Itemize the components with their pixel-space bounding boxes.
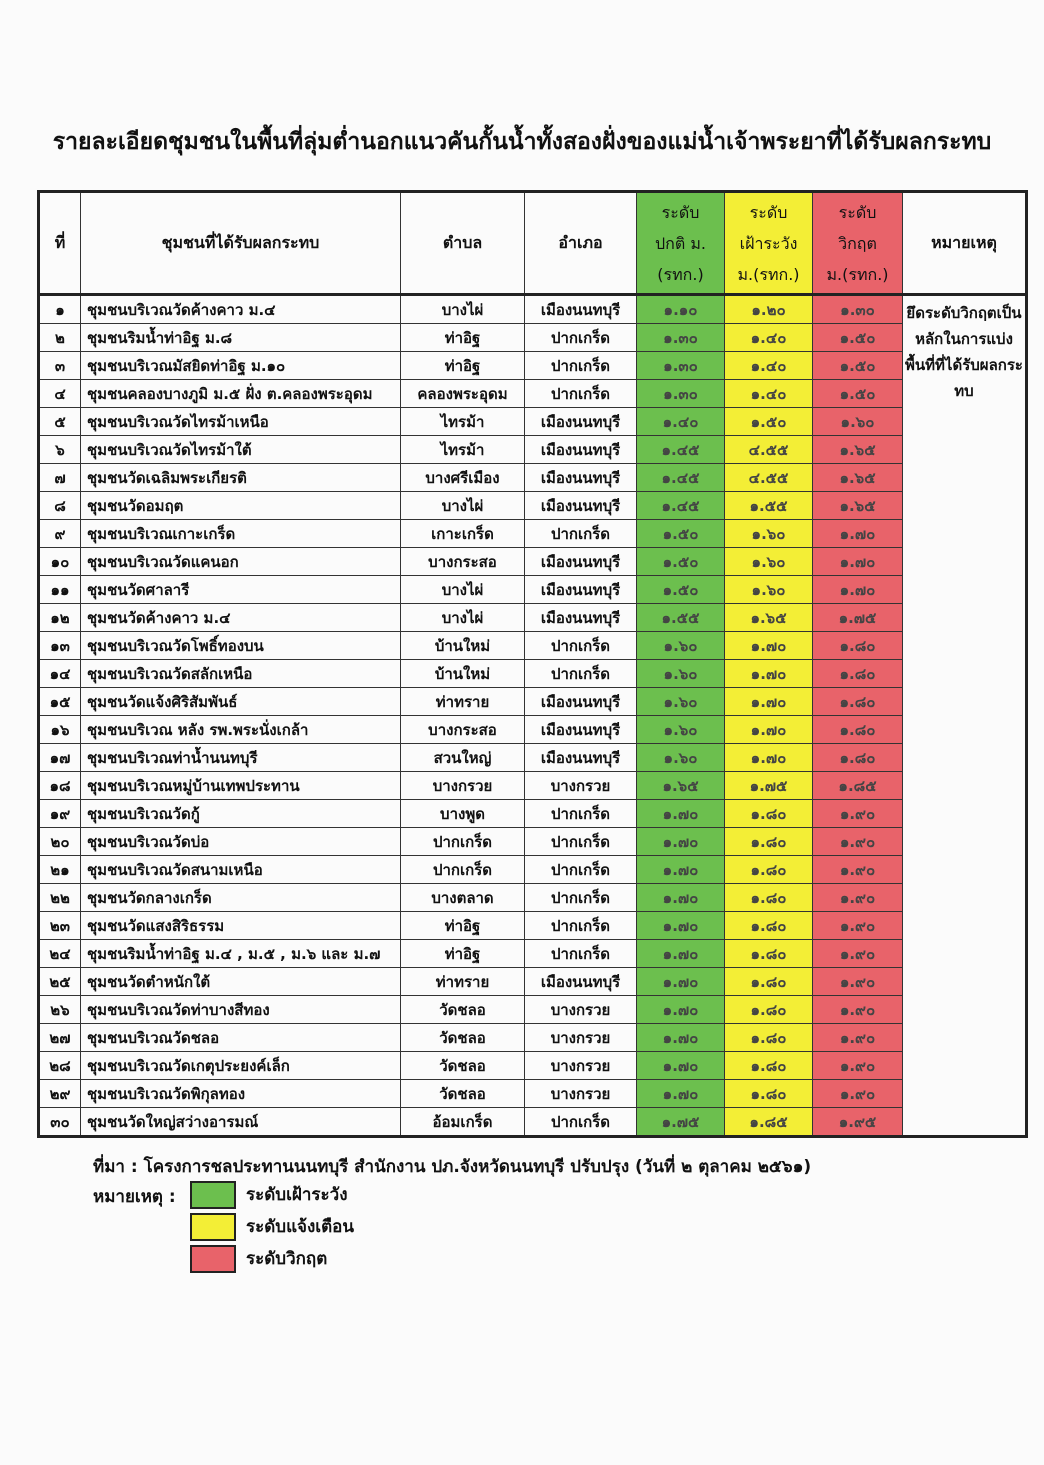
row-critical-level: ๑.๙๐ bbox=[813, 996, 903, 1024]
row-amphoe: ปากเกร็ด bbox=[525, 828, 637, 856]
row-community: ชุมชนวัดแจ้งศิริสัมพันธ์ bbox=[81, 688, 401, 716]
row-tambon: คลองพระอุดม bbox=[401, 380, 525, 408]
row-amphoe: บางกรวย bbox=[525, 1080, 637, 1108]
row-community: ชุมชนบริเวณวัดสลักเหนือ bbox=[81, 660, 401, 688]
row-watch-level: ๑.๘๐ bbox=[725, 800, 813, 828]
table-row bbox=[39, 436, 1027, 464]
document-title: รายละเอียดชุมชนในพื้นที่ลุ่มต่ำนอกแนวคันกั้นน้ำทั้งสองฝั่งของแม่น้ำเจ้าพระยาที่ได้รับผลกระทบ bbox=[52, 129, 992, 155]
row-tambon: ท่าทราย bbox=[401, 688, 525, 716]
row-amphoe: ปากเกร็ด bbox=[525, 800, 637, 828]
row-normal-level: ๑.๗๐ bbox=[637, 884, 725, 912]
row-amphoe: เมืองนนทบุรี bbox=[525, 688, 637, 716]
row-no: ๑๘ bbox=[39, 772, 81, 800]
row-normal-level: ๑.๗๐ bbox=[637, 828, 725, 856]
row-no: ๑๗ bbox=[39, 744, 81, 772]
row-community: ชุมชนบริเวณวัดเกตุประยงค์เล็ก bbox=[81, 1052, 401, 1080]
row-critical-level: ๑.๕๐ bbox=[813, 324, 903, 352]
row-no: ๓๐ bbox=[39, 1108, 81, 1137]
row-watch-level: ๑.๗๐ bbox=[725, 632, 813, 660]
row-normal-level: ๑.๗๐ bbox=[637, 1024, 725, 1052]
row-critical-level: ๑.๕๐ bbox=[813, 352, 903, 380]
row-no: ๗ bbox=[39, 464, 81, 492]
row-tambon: สวนใหญ่ bbox=[401, 744, 525, 772]
table-row bbox=[39, 324, 1027, 352]
table-row bbox=[39, 632, 1027, 660]
row-no: ๒ bbox=[39, 324, 81, 352]
row-normal-level: ๑.๖๐ bbox=[637, 660, 725, 688]
row-critical-level: ๑.๙๕ bbox=[813, 1108, 903, 1137]
header-remark: หมายเหตุ bbox=[903, 192, 1027, 295]
row-normal-level: ๑.๖๐ bbox=[637, 688, 725, 716]
table-row bbox=[39, 688, 1027, 716]
row-community: ชุมชนวัดศาลารี bbox=[81, 576, 401, 604]
row-watch-level: ๑.๕๕ bbox=[725, 492, 813, 520]
row-watch-level: ๑.๔๐ bbox=[725, 324, 813, 352]
header-critical-line2: วิกฤต bbox=[838, 233, 877, 253]
row-community: ชุมชนบริเวณมัสยิดท่าอิฐ ม.๑๐ bbox=[81, 352, 401, 380]
row-critical-level: ๑.๘๐ bbox=[813, 688, 903, 716]
row-normal-level: ๑.๖๐ bbox=[637, 744, 725, 772]
row-tambon: บ้านใหม่ bbox=[401, 660, 525, 688]
remark-cell: ยึดระดับวิกฤตเป็นหลักในการแบ่งพื้นที่ที่ได้รับผลกระทบ bbox=[903, 295, 1027, 1137]
row-tambon: วัดชลอ bbox=[401, 1024, 525, 1052]
row-no: ๑๑ bbox=[39, 576, 81, 604]
row-watch-level: ๑.๗๐ bbox=[725, 744, 813, 772]
row-tambon: วัดชลอ bbox=[401, 1052, 525, 1080]
row-tambon: บ้านใหม่ bbox=[401, 632, 525, 660]
table-row bbox=[39, 492, 1027, 520]
row-no: ๕ bbox=[39, 408, 81, 436]
row-tambon: บางไผ่ bbox=[401, 295, 525, 324]
row-no: ๑ bbox=[39, 295, 81, 324]
row-tambon: เกาะเกร็ด bbox=[401, 520, 525, 548]
row-amphoe: เมืองนนทบุรี bbox=[525, 576, 637, 604]
legend-text-red: ระดับวิกฤต bbox=[246, 1249, 328, 1269]
header-critical-line3: ม.(รทก.) bbox=[826, 264, 889, 284]
table-row bbox=[39, 1052, 1027, 1080]
table-row bbox=[39, 800, 1027, 828]
row-amphoe: ปากเกร็ด bbox=[525, 660, 637, 688]
table-header-row bbox=[39, 192, 1027, 295]
row-amphoe: ปากเกร็ด bbox=[525, 520, 637, 548]
row-critical-level: ๑.๘๐ bbox=[813, 660, 903, 688]
row-normal-level: ๑.๗๐ bbox=[637, 1080, 725, 1108]
row-critical-level: ๑.๘๐ bbox=[813, 716, 903, 744]
row-amphoe: เมืองนนทบุรี bbox=[525, 744, 637, 772]
header-no: ที่ bbox=[39, 192, 81, 295]
row-normal-level: ๑.๗๐ bbox=[637, 856, 725, 884]
row-tambon: ปากเกร็ด bbox=[401, 856, 525, 884]
row-normal-level: ๑.๔๕ bbox=[637, 492, 725, 520]
row-community: ชุมชนวัดอมฤต bbox=[81, 492, 401, 520]
row-critical-level: ๑.๘๕ bbox=[813, 772, 903, 800]
legend-text-green: ระดับเฝ้าระวัง bbox=[246, 1185, 348, 1205]
header-watch-level bbox=[725, 192, 813, 295]
row-community: ชุมชนบริเวณวัดค้างคาว ม.๔ bbox=[81, 295, 401, 324]
row-no: ๒๑ bbox=[39, 856, 81, 884]
row-amphoe: เมืองนนทบุรี bbox=[525, 716, 637, 744]
row-tambon: บางศรีเมือง bbox=[401, 464, 525, 492]
table-row bbox=[39, 828, 1027, 856]
row-critical-level: ๑.๘๐ bbox=[813, 744, 903, 772]
table-row bbox=[39, 520, 1027, 548]
row-watch-level: ๑.๘๐ bbox=[725, 1052, 813, 1080]
row-community: ชุมชนบริเวณวัดกู้ bbox=[81, 800, 401, 828]
legend-swatch-red bbox=[190, 1245, 236, 1273]
table-row bbox=[39, 1080, 1027, 1108]
row-tambon: บางไผ่ bbox=[401, 492, 525, 520]
table-row bbox=[39, 772, 1027, 800]
row-amphoe: ปากเกร็ด bbox=[525, 884, 637, 912]
row-tambon: บางกระสอ bbox=[401, 548, 525, 576]
row-no: ๑๐ bbox=[39, 548, 81, 576]
row-critical-level: ๑.๖๕ bbox=[813, 492, 903, 520]
table-row bbox=[39, 408, 1027, 436]
row-amphoe: ปากเกร็ด bbox=[525, 856, 637, 884]
row-watch-level: ๑.๕๐ bbox=[725, 408, 813, 436]
row-community: ชุมชนวัดใหญ่สว่างอารมณ์ bbox=[81, 1108, 401, 1137]
row-amphoe: เมืองนนทบุรี bbox=[525, 968, 637, 996]
table-row bbox=[39, 1024, 1027, 1052]
table-row bbox=[39, 660, 1027, 688]
header-watch-line2: เฝ้าระวัง bbox=[739, 233, 798, 253]
table-row bbox=[39, 996, 1027, 1024]
row-watch-level: ๑.๘๐ bbox=[725, 856, 813, 884]
row-watch-level: ๑.๔๐ bbox=[725, 380, 813, 408]
row-amphoe: บางกรวย bbox=[525, 1024, 637, 1052]
row-no: ๘ bbox=[39, 492, 81, 520]
row-community: ชุมชนบริเวณหมู่บ้านเทพประทาน bbox=[81, 772, 401, 800]
row-amphoe: เมืองนนทบุรี bbox=[525, 604, 637, 632]
row-critical-level: ๑.๖๕ bbox=[813, 436, 903, 464]
row-amphoe: เมืองนนทบุรี bbox=[525, 295, 637, 324]
row-amphoe: บางกรวย bbox=[525, 1052, 637, 1080]
row-critical-level: ๑.๗๐ bbox=[813, 548, 903, 576]
row-tambon: วัดชลอ bbox=[401, 996, 525, 1024]
row-normal-level: ๑.๗๕ bbox=[637, 1108, 725, 1137]
row-critical-level: ๑.๖๕ bbox=[813, 464, 903, 492]
row-critical-level: ๑.๙๐ bbox=[813, 856, 903, 884]
row-watch-level: ๑.๗๕ bbox=[725, 772, 813, 800]
row-tambon: ปากเกร็ด bbox=[401, 828, 525, 856]
row-amphoe: ปากเกร็ด bbox=[525, 352, 637, 380]
header-normal-level bbox=[637, 192, 725, 295]
header-watch-line1: ระดับ bbox=[749, 202, 788, 222]
row-normal-level: ๑.๓๐ bbox=[637, 352, 725, 380]
row-normal-level: ๑.๔๕ bbox=[637, 436, 725, 464]
row-normal-level: ๑.๓๐ bbox=[637, 324, 725, 352]
header-amphoe: อำเภอ bbox=[525, 192, 637, 295]
row-watch-level: ๔.๕๕ bbox=[725, 436, 813, 464]
header-critical-level bbox=[813, 192, 903, 295]
row-no: ๑๒ bbox=[39, 604, 81, 632]
row-critical-level: ๑.๙๐ bbox=[813, 912, 903, 940]
row-critical-level: ๑.๙๐ bbox=[813, 968, 903, 996]
header-normal-line2: ปกติ ม. bbox=[655, 233, 706, 253]
row-critical-level: ๑.๘๐ bbox=[813, 632, 903, 660]
row-tambon: ท่าทราย bbox=[401, 968, 525, 996]
row-community: ชุมชนริมน้ำท่าอิฐ ม.๔ , ม.๕ , ม.๖ และ ม.๗ bbox=[81, 940, 401, 968]
row-normal-level: ๑.๕๐ bbox=[637, 548, 725, 576]
row-amphoe: ปากเกร็ด bbox=[525, 912, 637, 940]
row-amphoe: เมืองนนทบุรี bbox=[525, 408, 637, 436]
legend-swatch-green bbox=[190, 1181, 236, 1209]
row-amphoe: ปากเกร็ด bbox=[525, 324, 637, 352]
row-tambon: บางกรวย bbox=[401, 772, 525, 800]
row-tambon: วัดชลอ bbox=[401, 1080, 525, 1108]
row-tambon: บางไผ่ bbox=[401, 576, 525, 604]
table-row bbox=[39, 940, 1027, 968]
row-amphoe: เมืองนนทบุรี bbox=[525, 464, 637, 492]
row-critical-level: ๑.๙๐ bbox=[813, 828, 903, 856]
row-community: ชุมชนวัดเฉลิมพระเกียรติ bbox=[81, 464, 401, 492]
row-critical-level: ๑.๙๐ bbox=[813, 940, 903, 968]
row-no: ๑๓ bbox=[39, 632, 81, 660]
row-no: ๒๘ bbox=[39, 1052, 81, 1080]
table-row bbox=[39, 884, 1027, 912]
row-amphoe: บางกรวย bbox=[525, 996, 637, 1024]
row-no: ๑๙ bbox=[39, 800, 81, 828]
table-row bbox=[39, 968, 1027, 996]
row-watch-level: ๑.๗๐ bbox=[725, 716, 813, 744]
row-watch-level: ๑.๔๐ bbox=[725, 352, 813, 380]
row-tambon: ท่าอิฐ bbox=[401, 352, 525, 380]
row-critical-level: ๑.๗๐ bbox=[813, 576, 903, 604]
row-no: ๙ bbox=[39, 520, 81, 548]
row-watch-level: ๑.๘๐ bbox=[725, 912, 813, 940]
row-amphoe: ปากเกร็ด bbox=[525, 940, 637, 968]
row-critical-level: ๑.๙๐ bbox=[813, 884, 903, 912]
row-tambon: บางพูด bbox=[401, 800, 525, 828]
table-row bbox=[39, 352, 1027, 380]
row-community: ชุมชนบริเวณท่าน้ำนนทบุรี bbox=[81, 744, 401, 772]
row-no: ๒๐ bbox=[39, 828, 81, 856]
row-critical-level: ๑.๙๐ bbox=[813, 1024, 903, 1052]
header-watch-line3: ม.(รทก.) bbox=[737, 264, 800, 284]
row-community: ชุมชนบริเวณวัดไทรม้าเหนือ bbox=[81, 408, 401, 436]
row-no: ๖ bbox=[39, 436, 81, 464]
row-community: ชุมชนวัดแสงสิริธรรม bbox=[81, 912, 401, 940]
legend-text-yellow: ระดับแจ้งเตือน bbox=[246, 1217, 354, 1237]
row-amphoe: บางกรวย bbox=[525, 772, 637, 800]
row-no: ๑๖ bbox=[39, 716, 81, 744]
table-row bbox=[39, 604, 1027, 632]
row-watch-level: ๔.๕๕ bbox=[725, 464, 813, 492]
row-critical-level: ๑.๙๐ bbox=[813, 800, 903, 828]
row-watch-level: ๑.๘๐ bbox=[725, 996, 813, 1024]
row-no: ๒๓ bbox=[39, 912, 81, 940]
row-normal-level: ๑.๖๐ bbox=[637, 632, 725, 660]
table-body bbox=[39, 295, 1027, 1137]
table-row bbox=[39, 380, 1027, 408]
row-normal-level: ๑.๔๐ bbox=[637, 408, 725, 436]
row-normal-level: ๑.๕๐ bbox=[637, 576, 725, 604]
row-community: ชุมชนบริเวณวัดไทรม้าใต้ bbox=[81, 436, 401, 464]
table-row bbox=[39, 1108, 1027, 1137]
header-tambon: ตำบล bbox=[401, 192, 525, 295]
row-no: ๑๔ bbox=[39, 660, 81, 688]
row-normal-level: ๑.๗๐ bbox=[637, 1052, 725, 1080]
row-critical-level: ๑.๗๕ bbox=[813, 604, 903, 632]
row-normal-level: ๑.๑๐ bbox=[637, 295, 725, 324]
table-row bbox=[39, 295, 1027, 324]
row-no: ๓ bbox=[39, 352, 81, 380]
row-normal-level: ๑.๕๐ bbox=[637, 520, 725, 548]
row-watch-level: ๑.๖๕ bbox=[725, 604, 813, 632]
row-community: ชุมชนคลองบางภูมิ ม.๕ ฝั่ง ต.คลองพระอุดม bbox=[81, 380, 401, 408]
row-watch-level: ๑.๘๐ bbox=[725, 828, 813, 856]
row-no: ๒๖ bbox=[39, 996, 81, 1024]
row-watch-level: ๑.๘๐ bbox=[725, 1024, 813, 1052]
row-watch-level: ๑.๖๐ bbox=[725, 548, 813, 576]
header-normal-line1: ระดับ bbox=[661, 202, 700, 222]
row-normal-level: ๑.๗๐ bbox=[637, 940, 725, 968]
row-tambon: ท่าอิฐ bbox=[401, 324, 525, 352]
row-tambon: บางไผ่ bbox=[401, 604, 525, 632]
row-watch-level: ๑.๘๐ bbox=[725, 968, 813, 996]
row-critical-level: ๑.๕๐ bbox=[813, 380, 903, 408]
row-critical-level: ๑.๗๐ bbox=[813, 520, 903, 548]
row-amphoe: เมืองนนทบุรี bbox=[525, 492, 637, 520]
row-tambon: บางตลาด bbox=[401, 884, 525, 912]
row-normal-level: ๑.๗๐ bbox=[637, 996, 725, 1024]
row-community: ชุมชนบริเวณเกาะเกร็ด bbox=[81, 520, 401, 548]
row-no: ๒๗ bbox=[39, 1024, 81, 1052]
row-tambon: ท่าอิฐ bbox=[401, 940, 525, 968]
row-no: ๒๕ bbox=[39, 968, 81, 996]
row-normal-level: ๑.๔๕ bbox=[637, 464, 725, 492]
row-no: ๒๒ bbox=[39, 884, 81, 912]
source-note: ที่มา : โครงการชลประทานนนทบุรี สำนักงาน ปภ.จังหวัดนนทบุรี ปรับปรุง (วันที่ ๒ ตุลาคม ๒๕๖๑) bbox=[93, 1157, 812, 1177]
table-row bbox=[39, 548, 1027, 576]
row-watch-level: ๑.๖๐ bbox=[725, 576, 813, 604]
row-normal-level: ๑.๖๐ bbox=[637, 716, 725, 744]
row-community: ชุมชนบริเวณวัดชลอ bbox=[81, 1024, 401, 1052]
header-community: ชุมชนที่ได้รับผลกระทบ bbox=[81, 192, 401, 295]
row-community: ชุมชนบริเวณวัดพิกุลทอง bbox=[81, 1080, 401, 1108]
row-watch-level: ๑.๘๐ bbox=[725, 1080, 813, 1108]
legend-swatch-yellow bbox=[190, 1213, 236, 1241]
row-critical-level: ๑.๓๐ bbox=[813, 295, 903, 324]
row-critical-level: ๑.๙๐ bbox=[813, 1052, 903, 1080]
table-row bbox=[39, 856, 1027, 884]
row-watch-level: ๑.๖๐ bbox=[725, 520, 813, 548]
row-amphoe: ปากเกร็ด bbox=[525, 380, 637, 408]
row-community: ชุมชนบริเวณวัดบ่อ bbox=[81, 828, 401, 856]
row-normal-level: ๑.๓๐ bbox=[637, 380, 725, 408]
row-community: ชุมชนวัดค้างคาว ม.๔ bbox=[81, 604, 401, 632]
row-amphoe: ปากเกร็ด bbox=[525, 632, 637, 660]
row-watch-level: ๑.๒๐ bbox=[725, 295, 813, 324]
table-row bbox=[39, 464, 1027, 492]
row-community: ชุมชนบริเวณ หลัง รพ.พระนั่งเกล้า bbox=[81, 716, 401, 744]
row-normal-level: ๑.๗๐ bbox=[637, 912, 725, 940]
row-no: ๔ bbox=[39, 380, 81, 408]
row-amphoe: เมืองนนทบุรี bbox=[525, 548, 637, 576]
row-normal-level: ๑.๗๐ bbox=[637, 800, 725, 828]
table-row bbox=[39, 576, 1027, 604]
header-critical-line1: ระดับ bbox=[838, 202, 877, 222]
row-tambon: อ้อมเกร็ด bbox=[401, 1108, 525, 1137]
row-tambon: ไทรม้า bbox=[401, 408, 525, 436]
row-watch-level: ๑.๘๐ bbox=[725, 884, 813, 912]
row-amphoe: ปากเกร็ด bbox=[525, 1108, 637, 1137]
row-community: ชุมชนวัดตำหนักใต้ bbox=[81, 968, 401, 996]
community-table bbox=[37, 190, 1028, 1138]
table-row bbox=[39, 716, 1027, 744]
row-normal-level: ๑.๕๕ bbox=[637, 604, 725, 632]
legend-label: หมายเหตุ : bbox=[93, 1187, 176, 1207]
row-no: ๑๕ bbox=[39, 688, 81, 716]
table-row bbox=[39, 744, 1027, 772]
row-tambon: ไทรม้า bbox=[401, 436, 525, 464]
table-row bbox=[39, 912, 1027, 940]
row-no: ๒๙ bbox=[39, 1080, 81, 1108]
row-critical-level: ๑.๙๐ bbox=[813, 1080, 903, 1108]
row-community: ชุมชนบริเวณวัดโพธิ์ทองบน bbox=[81, 632, 401, 660]
row-normal-level: ๑.๖๕ bbox=[637, 772, 725, 800]
row-tambon: ท่าอิฐ bbox=[401, 912, 525, 940]
row-watch-level: ๑.๗๐ bbox=[725, 688, 813, 716]
row-critical-level: ๑.๖๐ bbox=[813, 408, 903, 436]
row-watch-level: ๑.๘๐ bbox=[725, 940, 813, 968]
header-normal-line3: (รทก.) bbox=[657, 264, 704, 284]
row-normal-level: ๑.๗๐ bbox=[637, 968, 725, 996]
row-community: ชุมชนวัดกลางเกร็ด bbox=[81, 884, 401, 912]
row-amphoe: เมืองนนทบุรี bbox=[525, 436, 637, 464]
row-community: ชุมชนบริเวณวัดแคนอก bbox=[81, 548, 401, 576]
row-no: ๒๔ bbox=[39, 940, 81, 968]
row-watch-level: ๑.๘๕ bbox=[725, 1108, 813, 1137]
row-community: ชุมชนริมน้ำท่าอิฐ ม.๘ bbox=[81, 324, 401, 352]
row-community: ชุมชนบริเวณวัดท่าบางสีทอง bbox=[81, 996, 401, 1024]
row-tambon: บางกระสอ bbox=[401, 716, 525, 744]
row-community: ชุมชนบริเวณวัดสนามเหนือ bbox=[81, 856, 401, 884]
row-watch-level: ๑.๗๐ bbox=[725, 660, 813, 688]
